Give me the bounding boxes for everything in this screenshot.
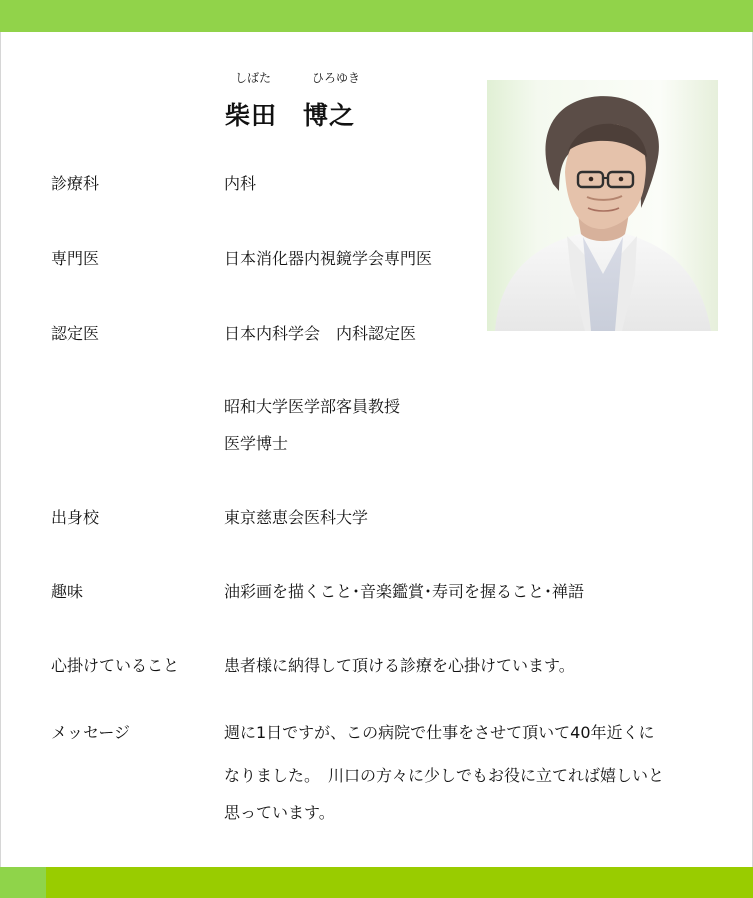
- doctor-name: [225, 100, 355, 132]
- message-line-3: 思っています。: [224, 803, 335, 822]
- professor-title: 昭和大学医学部客員教授: [224, 397, 401, 416]
- family-name: 柴田: [225, 101, 278, 130]
- top-accent-bar: [0, 0, 753, 32]
- doctor-photo: [487, 80, 718, 331]
- hobby-label: 趣味: [51, 582, 84, 601]
- department-value: 内科: [224, 174, 257, 193]
- motto-value: 患者様に納得して頂ける診療を心掛けています。: [224, 656, 575, 675]
- school-label: 出身校: [51, 508, 100, 527]
- specialist-label: 専門医: [51, 249, 100, 268]
- given-name-ruby: ひろゆき: [312, 71, 361, 85]
- bottom-left-block: [0, 867, 46, 898]
- department-label: 診療科: [51, 174, 100, 193]
- certified-label: 認定医: [51, 324, 100, 343]
- hobby-value: 油彩画を描くこと･音楽鑑賞･寿司を握ること･禅語: [224, 582, 585, 601]
- doctor-portrait-image: [487, 80, 718, 331]
- medical-degree: 医学博士: [224, 434, 289, 453]
- certified-value: 日本内科学会 内科認定医: [224, 324, 417, 343]
- bottom-accent-bar: [0, 867, 753, 898]
- message-line-2: なりました。 川口の方々に少しでもお役に立てれば嬉しいと: [224, 766, 665, 785]
- school-value: 東京慈恵会医科大学: [224, 508, 369, 527]
- given-name: 博之: [303, 101, 356, 130]
- message-label: メッセージ: [51, 723, 131, 742]
- specialist-value: 日本消化器内視鏡学会専門医: [224, 249, 433, 268]
- motto-label: 心掛けていること: [51, 656, 180, 675]
- family-name-ruby: しばた: [235, 71, 272, 85]
- message-line-1: 週に1日ですが、この病院で仕事をさせて頂いて40年近くに: [224, 723, 655, 742]
